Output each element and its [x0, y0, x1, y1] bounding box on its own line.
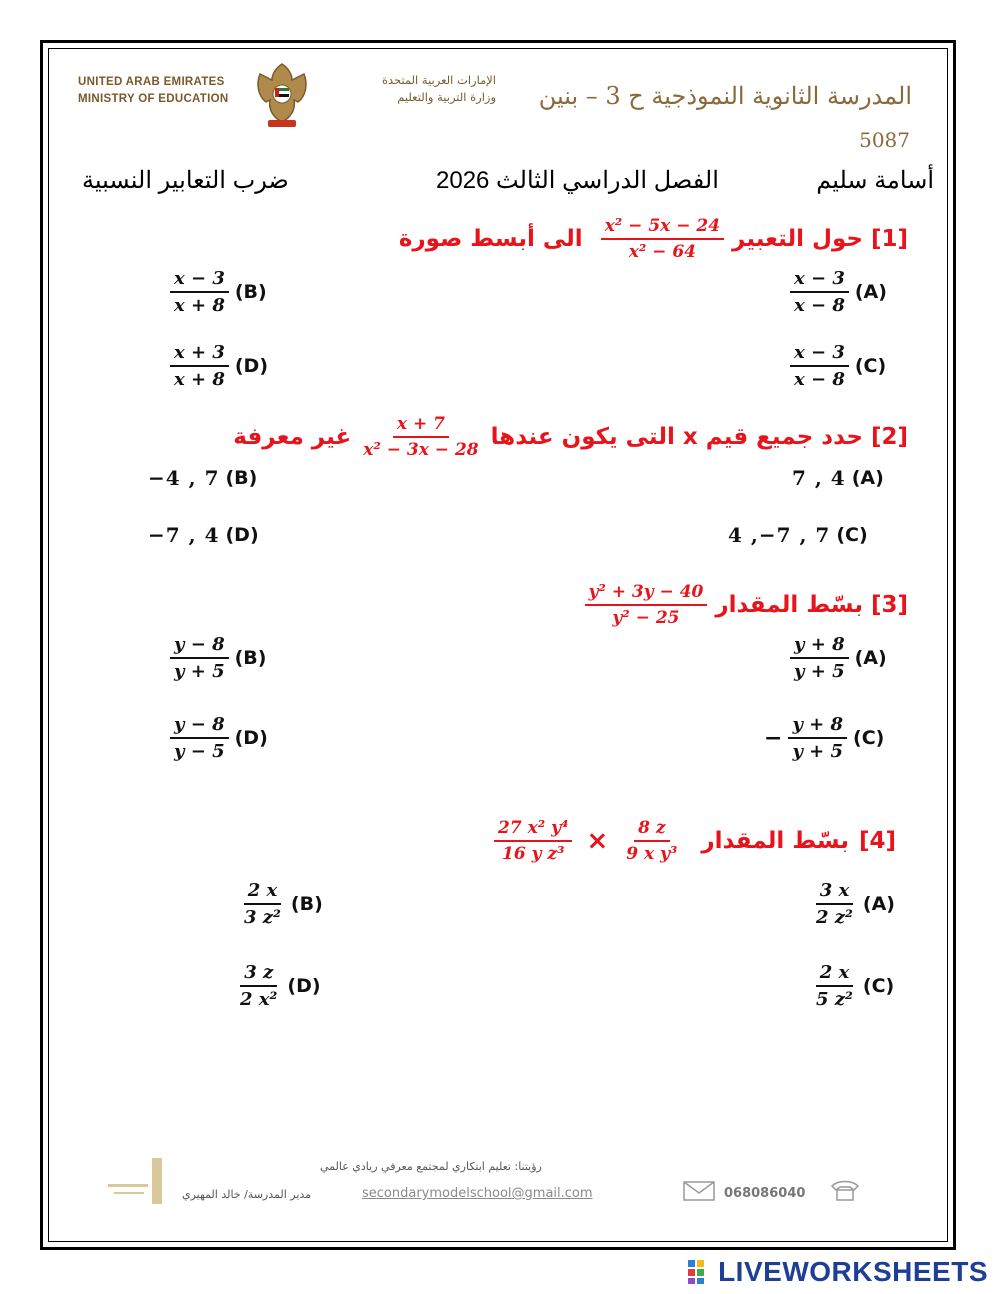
question-text-end: غير معرفة: [233, 424, 352, 450]
term-label: الفصل الدراسي الثالث 2026: [436, 167, 719, 194]
q2-option-a[interactable]: 7 , 4 (A): [792, 466, 884, 490]
question-4: [494, 818, 896, 864]
question-expression: $\frac{\text{x² − 5x − 24}}{\text{x² − 64}}$: [601, 216, 724, 262]
school-code: 5087: [859, 128, 910, 152]
question-text: حدد جميع قيم x التى يكون عندها: [490, 424, 863, 450]
q4-option-b[interactable]: $\frac{2 x}{\text{3 z²}}$ (B): [244, 880, 323, 928]
liveworksheets-logo: [688, 1256, 988, 1288]
liveworksheets-icon: [688, 1260, 714, 1284]
q4-option-d[interactable]: $\frac{3 z}{\text{2 x²}}$ (D): [240, 962, 321, 1010]
student-name: أسامة سليم: [816, 167, 934, 194]
ministry-arabic: الإمارات العربية المتحدة وزارة التربية والتعليم: [381, 73, 496, 104]
question-1: [399, 216, 908, 262]
question-expression: $\frac{x + 7}{\text{x² − 3x − 28}}$: [363, 414, 479, 460]
q4-option-a[interactable]: $\frac{3 x}{\text{2 z²}}$ (A): [816, 880, 895, 928]
ministry-english: UNITED ARAB EMIRATES MINISTRY OF EDUCATION: [78, 76, 229, 105]
q1-option-d[interactable]: $\frac{x + 3}{x + 8}$ (D): [170, 342, 268, 390]
question-text-end: الى أبسط صورة: [398, 226, 583, 252]
q2-option-d[interactable]: −7 , 4 (D): [148, 523, 259, 547]
question-text: حول التعبير: [732, 226, 863, 252]
q3-option-b[interactable]: $\frac{y - 8}{y + 5}$ (B): [170, 634, 266, 682]
question-text: بسّط المقدار: [701, 828, 849, 854]
topic-title: ضرب التعابير النسبية: [82, 167, 289, 194]
brand-name: LIVEWORKSHEETS: [718, 1256, 988, 1287]
school-email[interactable]: secondarymodelschool@gmail.com: [362, 1186, 593, 1201]
question-number: [3]: [870, 592, 908, 618]
multiply-operator: ×: [586, 826, 609, 856]
school-logo-icon: [104, 1154, 174, 1210]
question-2: [233, 414, 908, 460]
question-3: [585, 582, 908, 628]
q3-option-d[interactable]: $\frac{y - 8}{y - 5}$ (D): [170, 714, 268, 762]
question-text: بسّط المقدار: [715, 592, 863, 618]
question-number: [1]: [870, 226, 908, 252]
question-number: [4]: [858, 828, 896, 854]
question-expression-2: $\frac{8 z}{\text{9 x y³}}$: [626, 818, 678, 864]
phone-icon: [828, 1178, 862, 1206]
q4-option-c[interactable]: $\frac{2 x}{\text{5 z²}}$ (C): [816, 962, 895, 1010]
vision-statement: رؤيتنا: تعليم ابتكاري لمجتمع معرفي ريادي عالمي: [320, 1160, 542, 1173]
q1-option-b[interactable]: $\frac{x - 3}{x + 8}$ (B): [170, 268, 267, 316]
q3-option-c[interactable]: − $\frac{y + 8}{y + 5}$ (C): [764, 714, 885, 762]
email-icon: [682, 1178, 716, 1206]
question-expression: $\frac{\text{y² + 3y − 40}}{\text{25 − y²}}$: [585, 582, 708, 628]
uae-emblem-icon: [250, 60, 314, 130]
school-phone: 068086040: [724, 1186, 806, 1201]
question-expression-1: $\frac{\text{27 x² y⁴}}{\text{16 y z³}}$: [494, 818, 572, 864]
school-name: المدرسة الثانوية النموذجية ح 3 – بنين: [538, 82, 912, 110]
principal-name: مدير المدرسة/ خالد المهيري: [182, 1188, 312, 1201]
q1-option-c[interactable]: $\frac{x - 3}{x - 8}$ (C): [790, 342, 886, 390]
q2-option-b[interactable]: −4 , 7 (B): [148, 466, 258, 490]
q2-option-c[interactable]: 4 ,−7 , 7 (C): [728, 523, 868, 547]
question-number: [2]: [870, 424, 908, 450]
q1-option-a[interactable]: $\frac{x - 3}{x - 8}$ (A): [790, 268, 887, 316]
q3-option-a[interactable]: $\frac{y + 8}{y + 5}$ (A): [790, 634, 887, 682]
